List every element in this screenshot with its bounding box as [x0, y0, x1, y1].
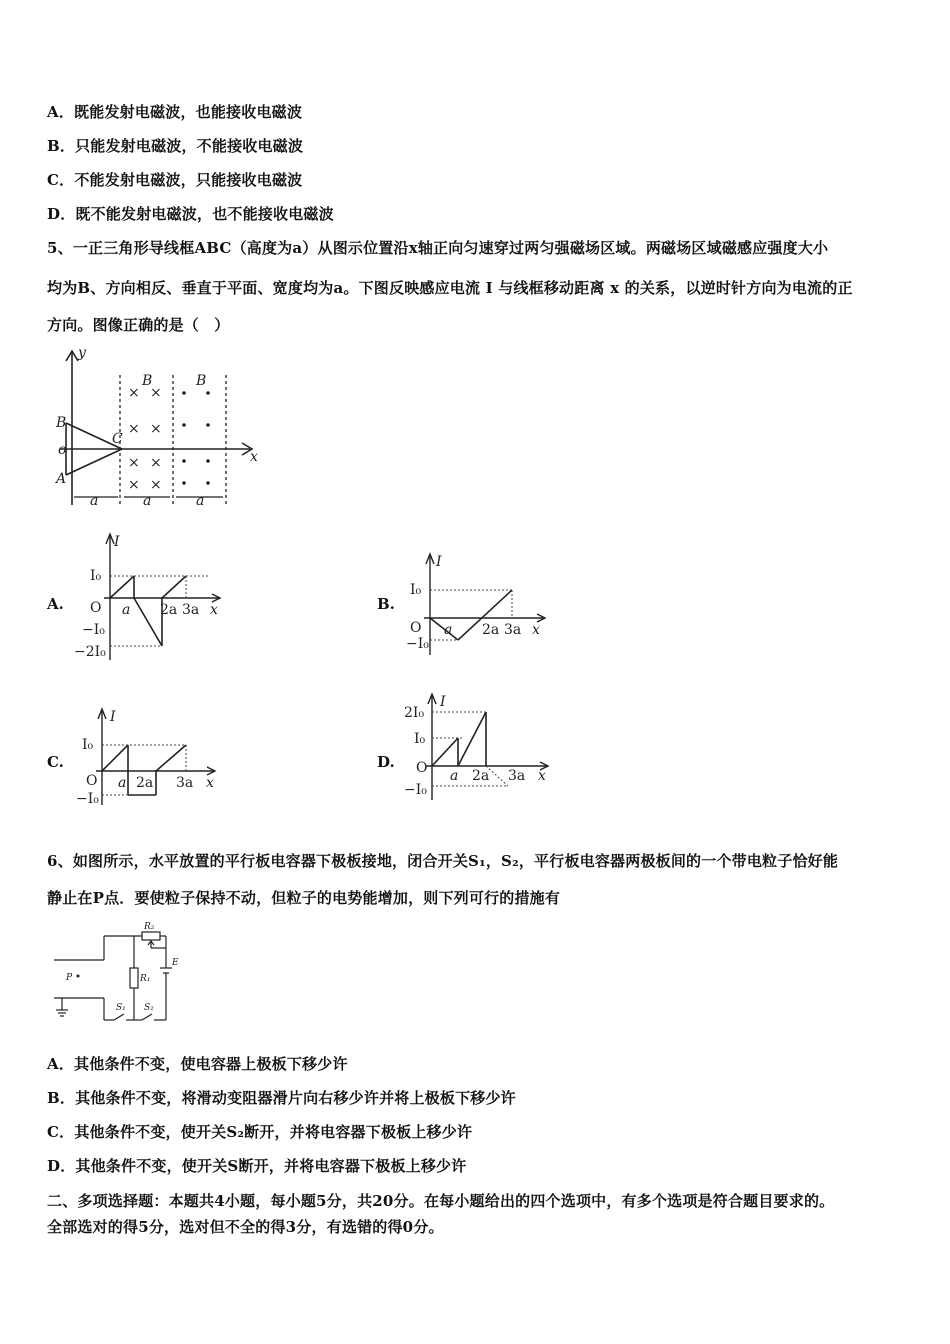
graph-a-i0: I₀ [90, 568, 102, 584]
graph-c-tick-a: a [118, 775, 127, 791]
svg-text:×: × [128, 421, 140, 437]
q6-option-a: A．其他条件不变，使电容器上极板下移少许 [47, 1055, 348, 1073]
section-2-heading-line-2: 全部选对的得5分，选对但不全的得3分，有选错的得0分。 [47, 1218, 444, 1236]
q5-figure [50, 345, 265, 515]
q6-stem-line-2: 静止在P点．要使粒子保持不动，但粒子的电势能增加，则下列可行的措施有 [47, 889, 561, 907]
svg-text:×: × [150, 477, 162, 493]
graph-a-tick-3a: 3a [182, 602, 200, 618]
graph-d [400, 690, 560, 805]
section-2-heading-line-1: 二、多项选择题：本题共4小题，每小题5分，共20分。在每小题给出的四个选项中，有多个选项是符合题目要求的。 [47, 1192, 835, 1210]
q6-circuit-figure [48, 920, 188, 1030]
circuit-r1-label: R₁ [140, 974, 151, 984]
circuit-r2-label: R₂ [144, 922, 155, 932]
fig-field-label-2: B [196, 373, 207, 389]
fig-origin-label: o [58, 442, 67, 458]
graph-d-x-label: x [538, 768, 546, 784]
graph-d-tick-2a: 2a [472, 768, 490, 784]
graph-d-i-label: I [440, 694, 446, 710]
fig-width-label-2: a [143, 493, 152, 509]
graph-b [400, 550, 555, 660]
graph-b-i-label: I [436, 554, 442, 570]
circuit-e-label: E [172, 958, 179, 968]
graph-c-i0: I₀ [82, 737, 94, 753]
circuit-p-label: P [66, 973, 73, 983]
q5-option-b-label: B. [377, 595, 395, 613]
svg-text:×: × [150, 455, 162, 471]
graph-b-tick-3a: 3a [504, 622, 522, 638]
q5-option-d-label: D. [377, 753, 395, 771]
graph-a-neg-2i0: −2I₀ [74, 644, 106, 660]
fig-width-label-1: a [90, 493, 99, 509]
circuit-s2-label: S₂ [144, 1003, 154, 1013]
graph-a-tick-2a: 2a [160, 602, 178, 618]
graph-b-x-label: x [532, 622, 540, 638]
q6-stem-line-1: 6、如图所示，水平放置的平行板电容器下极板接地，闭合开关S₁，S₂，平行板电容器两极板间的一个带电粒子恰好能 [47, 852, 839, 870]
fig-point-a: A [56, 471, 67, 487]
graph-b-neg-i0: −I₀ [406, 636, 429, 652]
svg-text:×: × [128, 385, 140, 401]
fig-point-c: C [112, 431, 123, 447]
q5-option-c-label: C. [47, 753, 64, 771]
graph-c-tick-3a: 3a [176, 775, 194, 791]
graph-c-x-label: x [206, 775, 214, 791]
graph-d-tick-a: a [450, 768, 459, 784]
q5-stem-line-2: 均为B、方向相反、垂直于平面、宽度均为a。下图反映感应电流 I 与线框移动距离 x 的关系，以逆时针方向为电流的正 [47, 279, 853, 297]
fig-x-label: x [250, 449, 258, 465]
fig-width-label-3: a [196, 493, 205, 509]
circuit-s1-label: S₁ [116, 1003, 126, 1013]
q6-option-c: C．其他条件不变，使开关S₂断开，并将电容器下极板上移少许 [47, 1123, 473, 1141]
graph-a-x-label: x [210, 602, 218, 618]
q6-option-d: D．其他条件不变，使开关S断开，并将电容器下极板上移少许 [47, 1157, 467, 1175]
graph-d-tick-3a: 3a [508, 768, 526, 784]
graph-a-origin: O [90, 600, 102, 616]
svg-text:×: × [128, 477, 140, 493]
graph-b-i0: I₀ [410, 582, 422, 598]
q4-option-d: D．既不能发射电磁波，也不能接收电磁波 [47, 205, 334, 223]
graph-b-origin: O [410, 620, 422, 636]
q4-option-c: C．不能发射电磁波，只能接收电磁波 [47, 171, 303, 189]
graph-c [70, 705, 230, 810]
graph-d-i0: I₀ [414, 731, 426, 747]
fig-point-b: B [56, 415, 67, 431]
graph-d-origin: O [416, 760, 428, 776]
q5-option-a-label: A. [47, 595, 64, 613]
svg-text:×: × [150, 385, 162, 401]
graph-b-tick-a: a [444, 622, 453, 638]
graph-a [70, 530, 240, 665]
graph-a-tick-a: a [122, 602, 131, 618]
q5-stem-line-1: 5、一正三角形导线框ABC（高度为a）从图示位置沿x轴正向匀速穿过两匀强磁场区域。两磁场区域磁感应强度大小 [47, 239, 829, 257]
svg-text:×: × [150, 421, 162, 437]
q4-option-b: B．只能发射电磁波，不能接收电磁波 [47, 137, 304, 155]
fig-y-label: y [78, 345, 86, 361]
fig-field-label-1: B [142, 373, 153, 389]
graph-c-neg-i0: −I₀ [76, 791, 99, 807]
graph-d-2i0: 2I₀ [404, 705, 425, 721]
graph-b-tick-2a: 2a [482, 622, 500, 638]
graph-c-tick-2a: 2a [136, 775, 154, 791]
q4-option-a: A．既能发射电磁波，也能接收电磁波 [47, 103, 303, 121]
graph-a-neg-i0: −I₀ [82, 622, 105, 638]
graph-d-neg-i0: −I₀ [404, 782, 427, 798]
q5-stem-line-3: 方向。图像正确的是（ ） [47, 316, 230, 334]
graph-c-origin: O [86, 773, 98, 789]
svg-text:×: × [128, 455, 140, 471]
graph-c-i-label: I [110, 709, 116, 725]
graph-a-i-label: I [114, 534, 120, 550]
q6-option-b: B．其他条件不变，将滑动变阻器滑片向右移少许并将上极板下移少许 [47, 1089, 516, 1107]
